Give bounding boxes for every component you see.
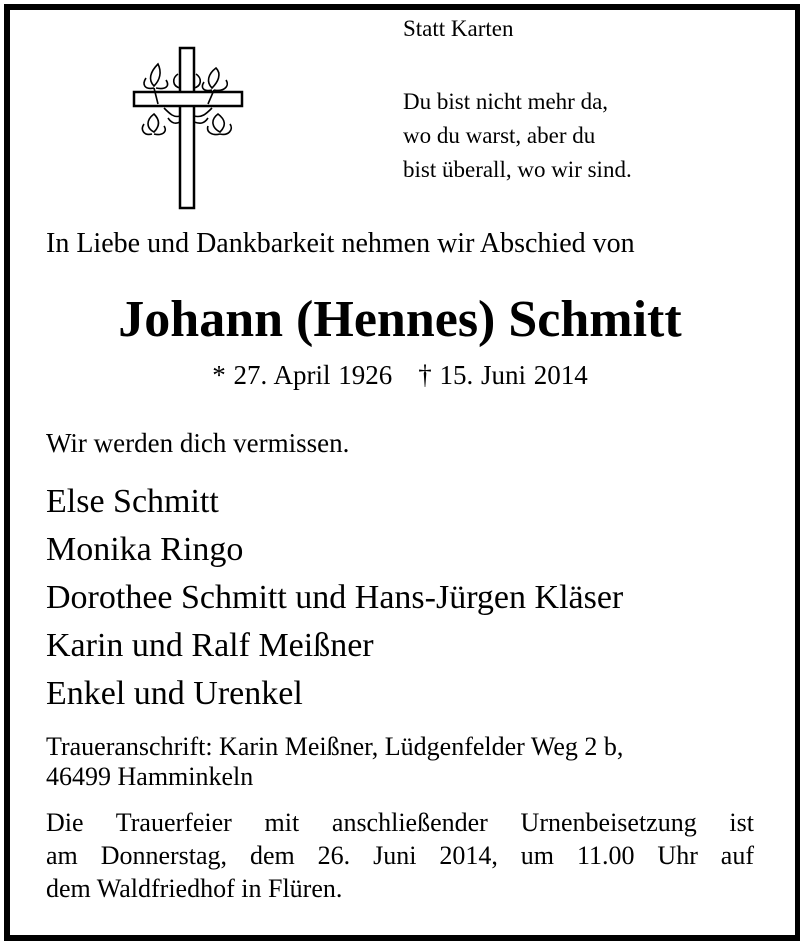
mourner-name: Karin und Ralf Meißner xyxy=(46,627,374,664)
mourner-name: Monika Ringo xyxy=(46,531,244,568)
funeral-line: am Donnerstag, dem 26. Juni 2014, um 11.00 Uhr auf xyxy=(46,841,754,870)
funeral-info xyxy=(46,806,754,905)
mourner-name: Else Schmitt xyxy=(46,483,219,520)
farewell-text: Wir werden dich vermissen. xyxy=(46,428,350,458)
poem-line: wo du warst, aber du xyxy=(403,123,596,148)
intro-text: In Liebe und Dankbarkeit nehmen wir Abschied von xyxy=(46,228,635,259)
death-date: † 15. Juni 2014 xyxy=(418,360,588,390)
poem-line: bist überall, wo wir sind. xyxy=(403,157,632,182)
mourner-name: Enkel und Urenkel xyxy=(46,675,303,712)
obituary-frame xyxy=(4,4,800,941)
mourning-address xyxy=(46,732,623,792)
cross-with-lilies-icon xyxy=(128,44,248,214)
address-line: 46499 Hamminkeln xyxy=(46,762,254,791)
address-line: Traueranschrift: Karin Meißner, Lüdgenfelder Weg 2 b, xyxy=(46,732,624,761)
birth-date: * 27. April 1926 xyxy=(212,360,393,390)
mourners-list xyxy=(46,478,623,718)
funeral-line: Die Trauerfeier mit anschließender Urnenbeisetzung ist xyxy=(46,808,754,837)
header-label: Statt Karten xyxy=(403,16,514,41)
life-dates xyxy=(0,360,800,391)
poem-line: Du bist nicht mehr da, xyxy=(403,89,609,114)
poem xyxy=(403,85,632,187)
deceased-name: Johann (Hennes) Schmitt xyxy=(118,291,682,348)
mourner-name: Dorothee Schmitt und Hans-Jürgen Kläser xyxy=(46,579,624,616)
funeral-line: dem Waldfriedhof in Flüren. xyxy=(46,874,343,903)
